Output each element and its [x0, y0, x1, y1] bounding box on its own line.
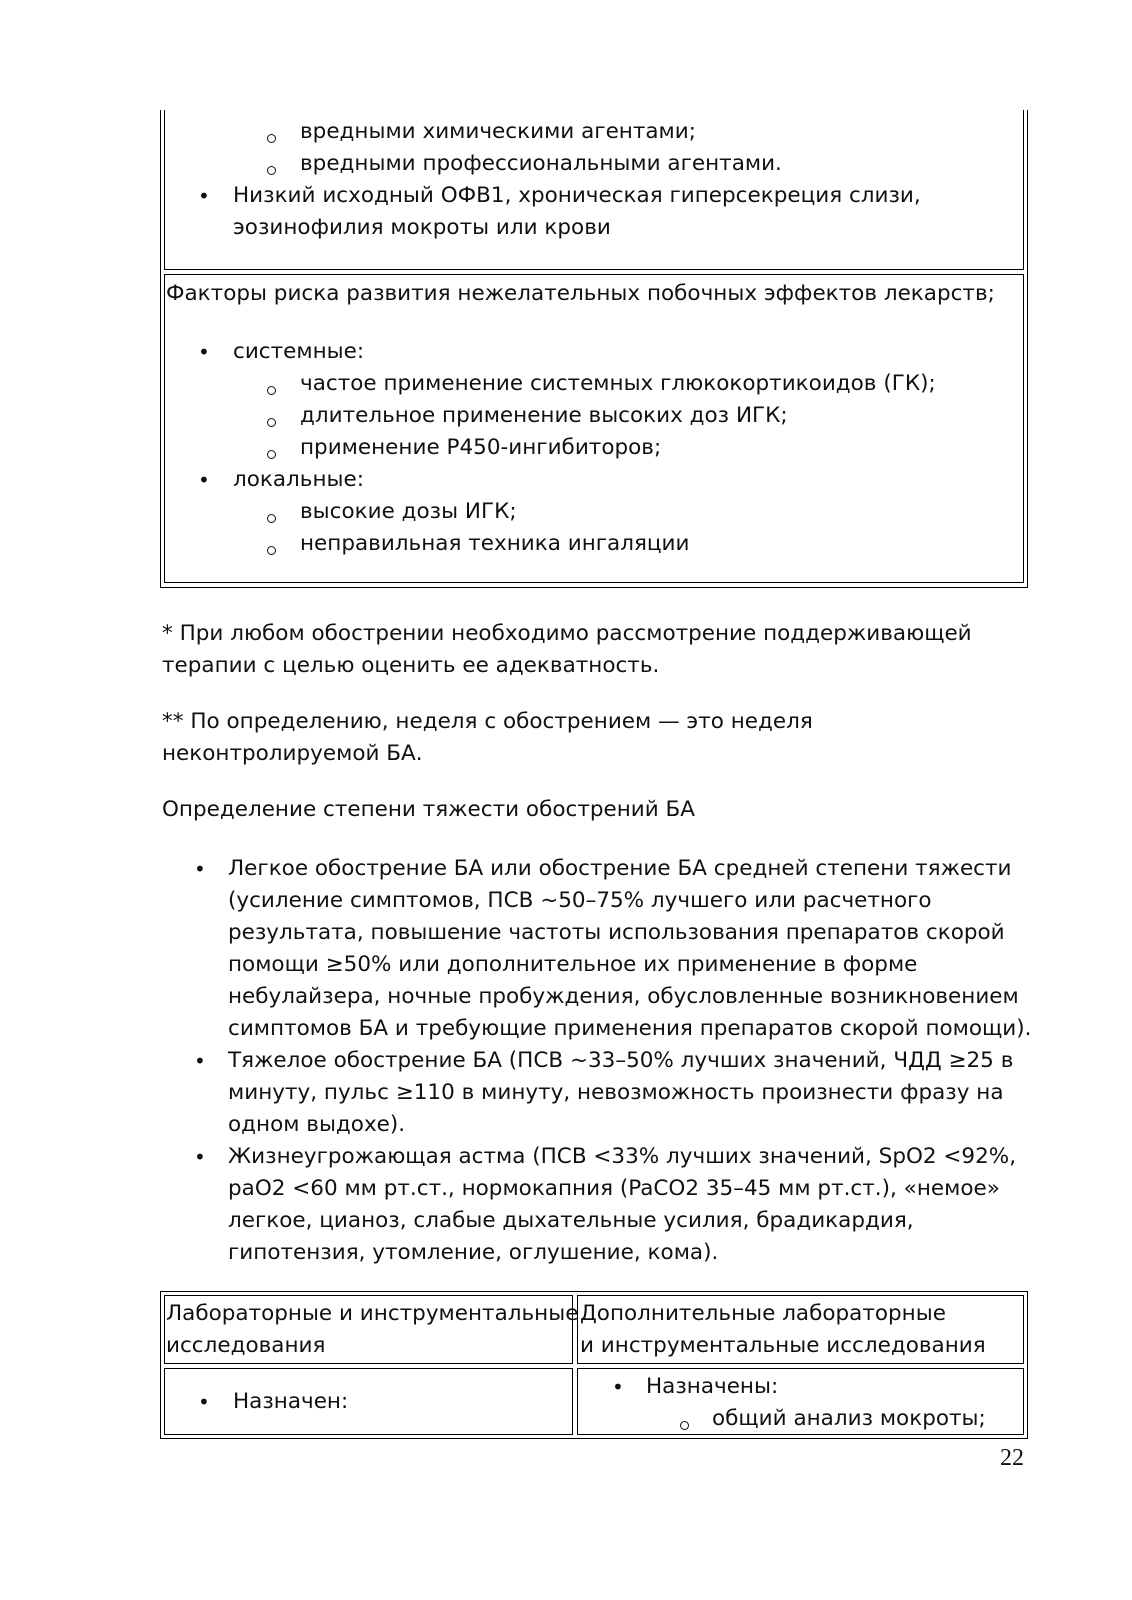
list-item: Назначен:	[233, 1389, 349, 1414]
list-item-continuation: результата, повышение частоты использования препаратов скорой	[228, 920, 1005, 945]
list-item: Назначены:	[646, 1374, 779, 1399]
list-item-continuation: (усиление симптомов, ПСВ ~50–75% лучшего или расчетного	[228, 888, 932, 913]
column-header: и инструментальные исследования	[580, 1333, 986, 1358]
bullet-icon: •	[194, 1145, 206, 1169]
list-item: Низкий исходный ОФВ1, хроническая гиперсекреция слизи,	[233, 183, 921, 208]
column-header: исследования	[166, 1333, 326, 1358]
sub-bullet-icon	[680, 1421, 689, 1430]
bullet-icon: •	[194, 1049, 206, 1073]
table-cell-1	[164, 1368, 573, 1435]
list-item: частое применение системных глюкокортикоидов (ГК);	[300, 371, 936, 396]
sub-bullet-icon	[267, 514, 276, 523]
list-item: высокие дозы ИГК;	[300, 499, 517, 524]
table-row-header: Факторы риска развития нежелательных побочных эффектов лекарств;	[166, 281, 995, 306]
list-item-continuation: гипотензия, утомление, оглушение, кома).	[228, 1240, 719, 1265]
list-item: вредными профессиональными агентами.	[300, 151, 782, 176]
bullet-icon: •	[194, 857, 206, 881]
list-item-continuation: небулайзера, ночные пробуждения, обусловленные возникновением	[228, 984, 1019, 1009]
footnote-2: ** По определению, неделя с обострением — это неделя	[162, 709, 813, 734]
list-item: применение P450-ингибиторов;	[300, 435, 662, 460]
list-item: общий анализ мокроты;	[712, 1406, 986, 1431]
sub-bullet-icon	[267, 418, 276, 427]
section-heading: Определение степени тяжести обострений БА	[162, 797, 696, 822]
list-item: Легкое обострение БА или обострение БА средней степени тяжести	[228, 856, 1012, 881]
sub-bullet-icon	[267, 450, 276, 459]
list-item: неправильная техника ингаляции	[300, 531, 690, 556]
column-header: Лабораторные и инструментальные	[166, 1301, 579, 1326]
list-item-continuation: эозинофилия мокроты или крови	[233, 215, 611, 240]
footnote-1: терапии с целью оценить ее адекватность.	[162, 653, 660, 678]
sub-bullet-icon	[267, 546, 276, 555]
column-header: Дополнительные лабораторные	[580, 1301, 946, 1326]
list-item: системные:	[233, 339, 365, 364]
footnote-1: * При любом обострении необходимо рассмотрение поддерживающей	[162, 621, 972, 646]
bullet-icon: •	[198, 340, 210, 364]
list-item-continuation: помощи ≥50% или дополнительное их применение в форме	[228, 952, 918, 977]
footnote-2: неконтролируемой БА.	[162, 741, 423, 766]
list-item-continuation: минуту, пульс ≥110 в минуту, невозможность произнести фразу на	[228, 1080, 1004, 1105]
list-item: Жизнеугрожающая астма (ПСВ <33% лучших значений, SpO2 <92%,	[228, 1144, 1017, 1169]
bullet-icon: •	[198, 184, 210, 208]
list-item: вредными химическими агентами;	[300, 119, 696, 144]
sub-bullet-icon	[267, 166, 276, 175]
bullet-icon: •	[198, 468, 210, 492]
list-item-continuation: одном выдохе).	[228, 1112, 406, 1137]
bullet-icon: •	[612, 1375, 624, 1399]
list-item-continuation: симптомов БА и требующие применения препаратов скорой помощи).	[228, 1016, 1032, 1041]
list-item-continuation: paO2 <60 мм рт.ст., нормокапния (PaCO2 35–45 мм рт.ст.), «немое»	[228, 1176, 1000, 1201]
list-item: Тяжелое обострение БА (ПСВ ~33–50% лучших значений, ЧДД ≥25 в	[228, 1048, 1014, 1073]
list-item: длительное применение высоких доз ИГК;	[300, 403, 788, 428]
sub-bullet-icon	[267, 386, 276, 395]
sub-bullet-icon	[267, 134, 276, 143]
list-item: локальные:	[233, 467, 364, 492]
page-number: 22	[1000, 1445, 1024, 1471]
bullet-icon: •	[198, 1390, 210, 1414]
list-item-continuation: легкое, цианоз, слабые дыхательные усилия, брадикардия,	[228, 1208, 914, 1233]
